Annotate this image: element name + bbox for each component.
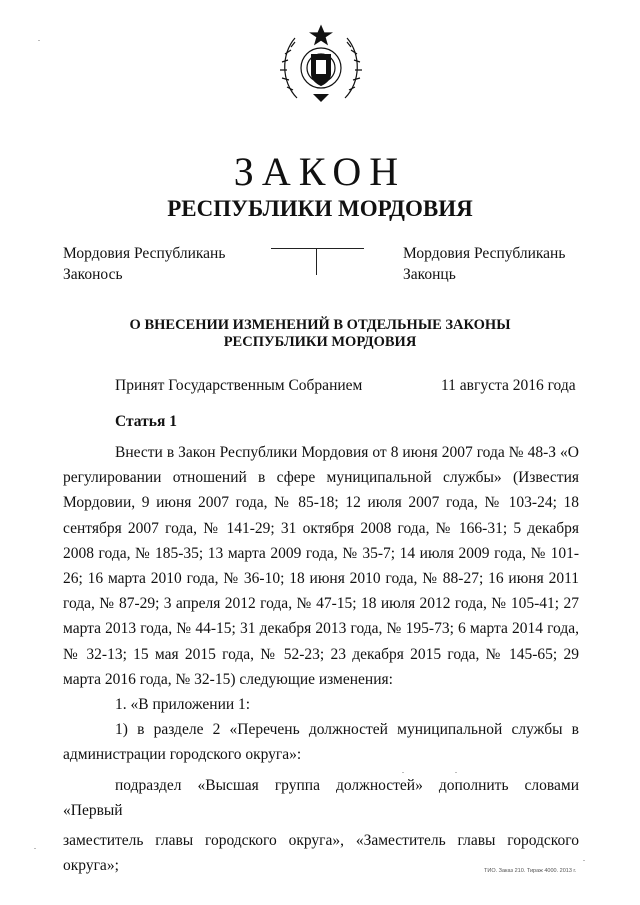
scan-speck	[34, 848, 36, 849]
body-line: регулировании отношений в сфере муниципальной службы» (Известия	[63, 469, 579, 487]
body-line: марта 2013 года, № 44-15; 31 декабря 2013 года, № 195-73; 6 марта 2014 года,	[63, 620, 579, 638]
scan-speck	[583, 860, 585, 861]
print-note: ТИО. Заказ 210. Тираж 4000. 2013 г.	[484, 868, 577, 874]
act-title-line: О ВНЕСЕНИИ ИЗМЕНЕНИЙ В ОТДЕЛЬНЫЕ ЗАКОНЫ	[129, 317, 511, 333]
header-divider-stem	[316, 248, 317, 275]
document-subtitle: РЕСПУБЛИКИ МОРДОВИЯ	[167, 196, 473, 221]
sub-item-1-line: 1) в разделе 2 «Перечень должностей муниципальной службы в	[115, 721, 579, 739]
scan-speck	[38, 40, 40, 41]
act-title	[0, 317, 640, 351]
moksha-title-line: Законось	[63, 266, 123, 283]
body-line: марта 2016 года, № 32-15) следующие изменения:	[63, 670, 393, 688]
sub-item-text-line: подраздел «Высшая группа должностей» дополнить словами «Первый	[63, 776, 579, 819]
moksha-title-line: Мордовия Республикань	[63, 245, 226, 262]
item-1: 1. «В приложении 1:	[115, 696, 251, 714]
erzya-title	[403, 243, 565, 285]
act-title-line: РЕСПУБЛИКИ МОРДОВИЯ	[223, 334, 417, 350]
article-heading: Статья 1	[115, 413, 177, 430]
body-line: Мордовии, 9 июня 2007 года, № 85-18; 12 июля 2007 года, № 103-24; 18	[63, 494, 579, 512]
adopted-date: 11 августа 2016 года	[441, 377, 576, 394]
body-line: 2008 года, № 185-35; 13 марта 2009 года, № 35-7; 14 июля 2009 года, № 101-	[63, 544, 579, 562]
adopted-label: Принят Государственным Собранием	[115, 377, 363, 394]
body-line: сентября 2007 года, № 141-29; 31 октября 2008 года, № 166-31; 5 декабря	[63, 519, 579, 537]
erzya-title-line: Законць	[403, 266, 456, 283]
body-line: Внести в Закон Республики Мордовия от 8 июня 2007 года № 48-З «О	[115, 444, 579, 461]
document-title: ЗАКОН	[233, 149, 407, 194]
header-divider	[271, 248, 364, 249]
scan-speck	[455, 772, 457, 773]
sub-item-text-line: заместитель главы городского округа», «Заместитель главы городского	[63, 832, 579, 850]
moksha-title	[63, 243, 225, 285]
sub-item-text-line: округа»;	[63, 857, 119, 875]
body-line: 26; 16 марта 2010 года, № 36-10; 18 июня 2010 года, № 88-27; 16 июня 2011	[63, 570, 579, 588]
erzya-title-line: Мордовия Республикань	[403, 245, 566, 262]
scan-speck	[402, 772, 404, 773]
article-body	[63, 440, 579, 878]
coat-of-arms-emblem	[275, 20, 367, 110]
body-line: года, № 87-29; 3 апреля 2012 года, № 47-15; 18 июля 2012 года, № 105-41; 27	[63, 595, 579, 613]
body-line: № 32-13; 15 мая 2015 года, № 52-23; 23 декабря 2015 года, № 145-65; 29	[63, 645, 579, 663]
sub-item-1-line: администрации городского округа»:	[63, 746, 302, 764]
